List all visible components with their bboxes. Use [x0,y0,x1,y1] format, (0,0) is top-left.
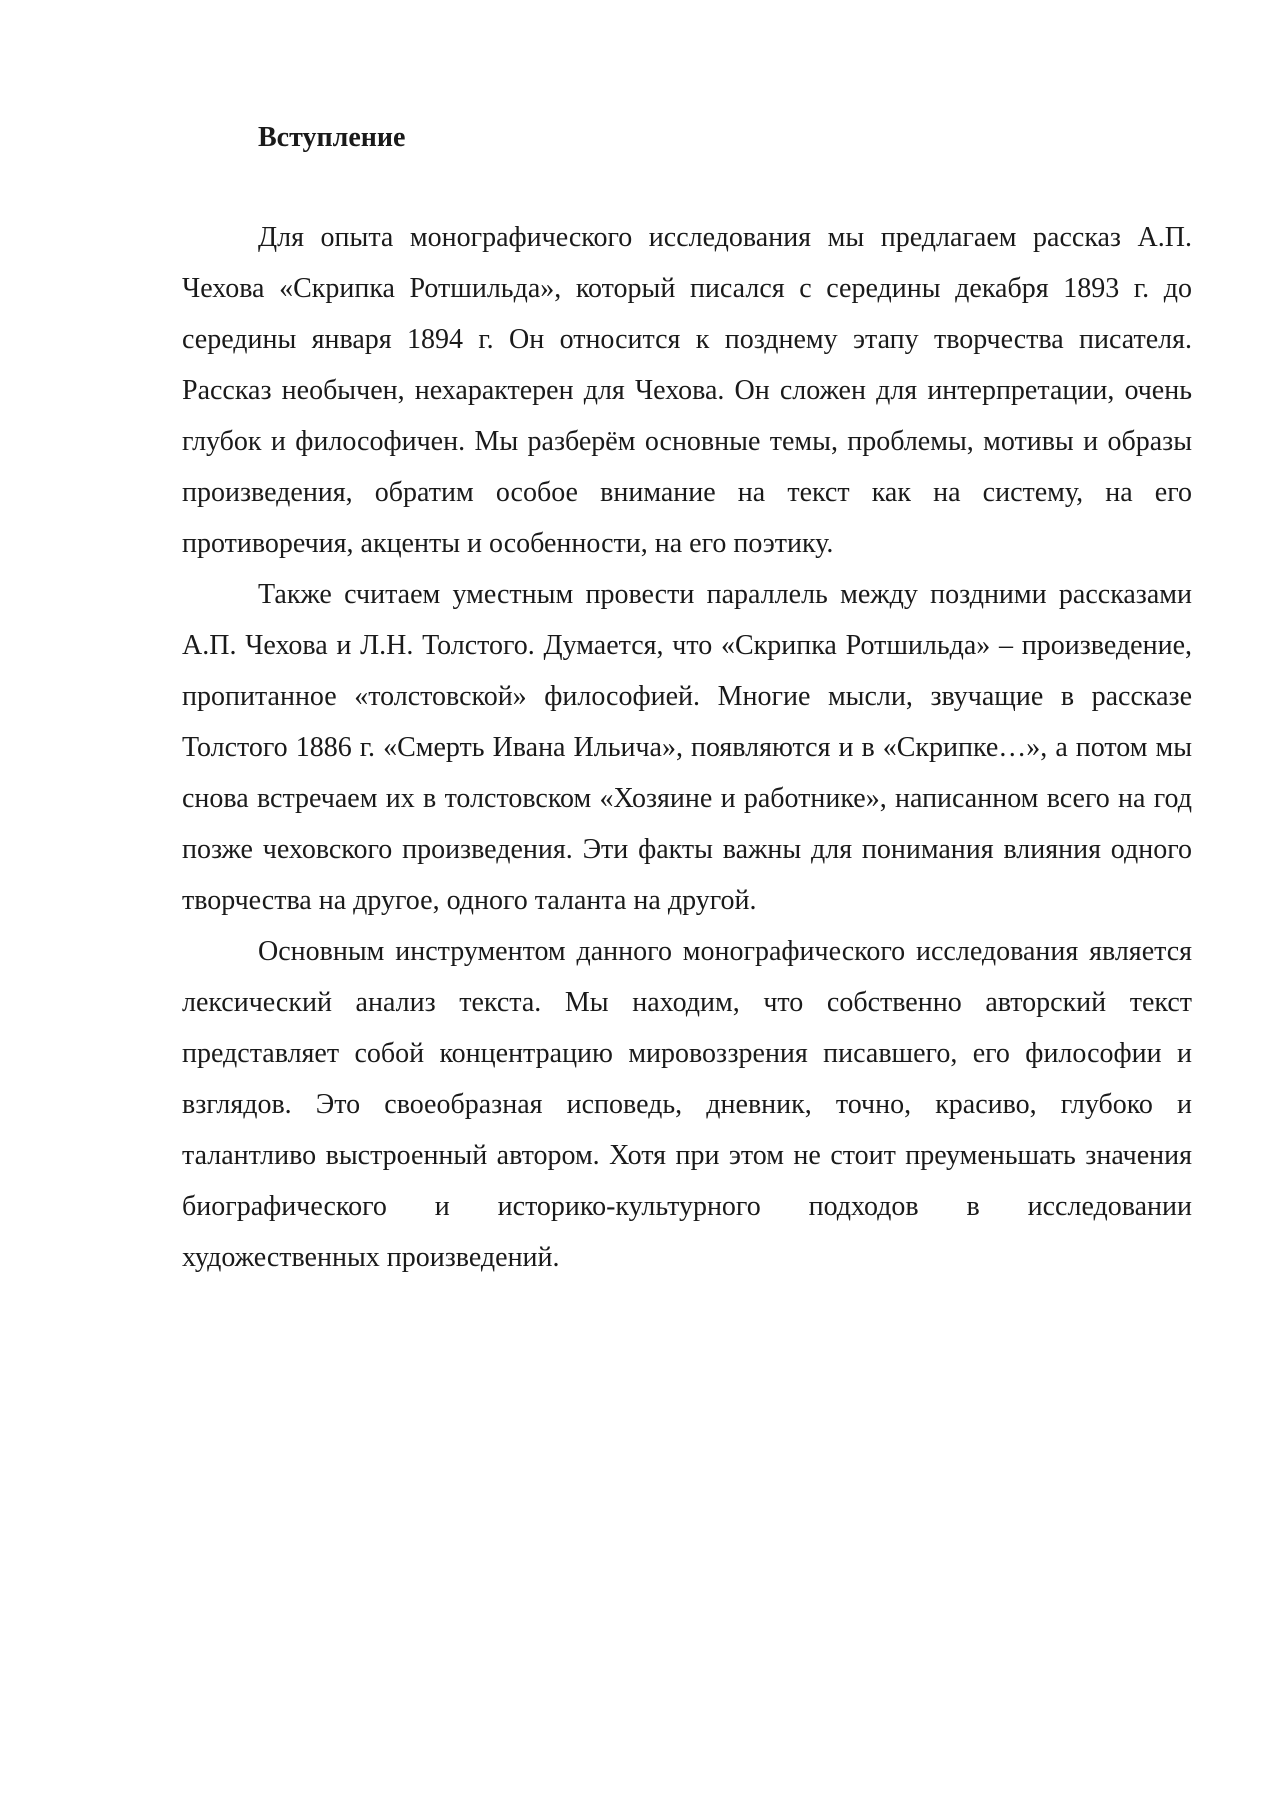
paragraph-intro: Для опыта монографического исследования мы предлагаем рассказ А.П. Чехова «Скрипка Ротшильда», который писался с середины декабря 1893 г. до середины января 1894 г. Он относится к позднему этапу творчества писателя. Рассказ необычен, нехарактерен для Чехова. Он сложен для интерпретации, очень глубок и философичен. Мы разберём основные темы, проблемы, мотивы и образы произведения, обратим особое внимание на текст как на систему, на его противоречия, акценты и особенности, на его поэтику. [182,222,1192,559]
paragraph-parallel: Также считаем уместным провести параллель между поздними рассказами А.П. Чехова и Л.Н. Толстого. Думается, что «Скрипка Ротшильда» – произведение, пропитанное «толстовской» философией. Многие мысли, звучащие в рассказе Толстого 1886 г. «Смерть Ивана Ильича», появляются и в «Скрипке…», а потом мы снова встречаем их в толстовском «Хозяине и работнике», написанном всего на год позже чеховского произведения. Эти факты важны для понимания влияния одного творчества на другое, одного таланта на другой. [182,579,1192,916]
paragraph-method: Основным инструментом данного монографического исследования является лексический анализ текста. Мы находим, что собственно авторский текст представляет собой концентрацию мировоззрения писавшего, его философии и взглядов. Это своеобразная исповедь, дневник, точно, красиво, глубоко и талантливо выстроенный автором. Хотя при этом не стоит преуменьшать значения биографического и историко-культурного подходов в исследовании художественных произведений. [182,936,1192,1273]
document-body [182,118,1192,1283]
section-heading: Вступление [258,122,406,153]
